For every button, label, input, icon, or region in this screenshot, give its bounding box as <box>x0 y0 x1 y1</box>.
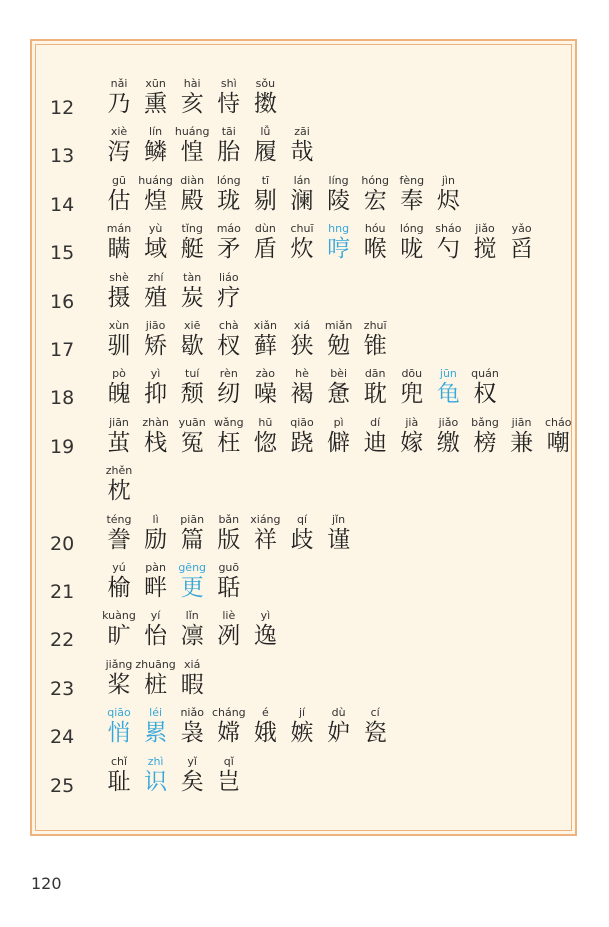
lesson-row <box>32 513 575 559</box>
hanzi: 歇 <box>180 333 204 359</box>
pinyin: nǎi <box>110 77 128 90</box>
pinyin: zào <box>255 367 276 381</box>
hanzi: 矣 <box>180 768 204 795</box>
hanzi: 畔 <box>144 575 168 601</box>
hanzi: 嘲 <box>546 429 570 456</box>
hanzi: 殖 <box>144 284 168 311</box>
hanzi: 艇 <box>180 236 204 263</box>
hanzi: 煌 <box>144 187 168 214</box>
hanzi: 龟 <box>436 381 460 408</box>
pinyin: jìn <box>441 173 455 187</box>
pinyin: dōu <box>401 367 423 381</box>
character-entry <box>357 706 393 752</box>
pinyin: chà <box>218 319 239 332</box>
hanzi: 桩 <box>144 671 168 698</box>
pinyin: xiē <box>184 319 201 332</box>
hanzi: 舀 <box>510 236 534 263</box>
pinyin: qǐ <box>223 754 234 768</box>
hanzi: 嫁 <box>400 429 424 456</box>
pinyin: quán <box>471 367 499 381</box>
hanzi: 珑 <box>217 187 241 214</box>
hanzi: 冤 <box>180 429 204 456</box>
pinyin: hè <box>295 367 309 381</box>
pinyin: xūn <box>145 77 166 90</box>
pinyin: yì <box>150 367 161 381</box>
hanzi: 纫 <box>217 381 241 408</box>
pinyin: gēng <box>178 561 207 574</box>
pinyin: jiān <box>511 415 532 429</box>
lesson-number: 17 <box>50 339 75 361</box>
lesson-number: 15 <box>50 242 75 265</box>
lesson-number: 22 <box>50 629 75 652</box>
pinyin: léi <box>149 706 163 720</box>
pinyin: tuí <box>185 367 200 381</box>
hanzi: 驯 <box>107 333 131 359</box>
pinyin: wǎng <box>213 415 244 429</box>
pinyin: gū <box>112 173 126 187</box>
hanzi: 盾 <box>253 236 277 263</box>
lesson-row <box>32 319 575 365</box>
lesson-number: 12 <box>50 97 75 119</box>
character-entry <box>247 609 283 655</box>
hanzi: 娥 <box>253 720 277 747</box>
character-entry <box>101 464 137 510</box>
pinyin: zhuī <box>363 319 387 332</box>
pinyin: jūn <box>439 367 457 381</box>
hanzi: 熏 <box>144 91 168 117</box>
pinyin: zāi <box>294 125 310 139</box>
character-entry <box>211 271 247 317</box>
pinyin: hóu <box>364 222 386 236</box>
pinyin: dí <box>370 415 381 429</box>
pinyin: jià <box>405 415 419 429</box>
pinyin: niǎo <box>180 706 204 720</box>
hanzi: 桨 <box>107 671 131 698</box>
hanzi: 兼 <box>510 429 534 456</box>
lesson-number: 19 <box>50 435 75 458</box>
hanzi: 迪 <box>363 429 387 456</box>
pinyin: sháo <box>435 222 462 236</box>
pinyin: hng <box>328 222 350 236</box>
hanzi: 炭 <box>180 284 204 311</box>
pinyin: jiǎo <box>438 415 459 429</box>
hanzi: 惫 <box>327 381 351 408</box>
lesson-row <box>32 658 575 704</box>
page-number: 120 <box>31 874 62 893</box>
hanzi: 枕 <box>107 478 131 505</box>
pinyin: zhàn <box>142 415 169 429</box>
pinyin: bǎng <box>471 415 499 429</box>
hanzi: 殿 <box>180 187 204 214</box>
hanzi: 摄 <box>107 284 131 311</box>
pinyin: tǐng <box>181 222 203 236</box>
pinyin: shì <box>220 77 237 90</box>
pinyin: jiǎo <box>475 222 495 236</box>
pinyin: xùn <box>108 319 130 332</box>
hanzi: 擞 <box>253 91 277 117</box>
hanzi: 怡 <box>144 623 168 650</box>
lesson-row <box>32 464 575 510</box>
pinyin: pàn <box>145 561 166 574</box>
pinyin: sǒu <box>255 77 276 90</box>
pinyin: yǎo <box>511 222 532 236</box>
pinyin: rèn <box>219 367 238 381</box>
hanzi: 嫦 <box>217 720 241 747</box>
hanzi: 颓 <box>180 381 204 408</box>
pinyin: yǐ <box>187 754 197 768</box>
pinyin: xiǎn <box>253 319 278 332</box>
hanzi: 祥 <box>253 526 277 553</box>
pinyin: guō <box>218 561 240 574</box>
pinyin: xiáng <box>250 512 281 526</box>
lesson-row <box>32 367 575 413</box>
pinyin: lín <box>149 125 163 139</box>
hanzi: 版 <box>217 526 241 553</box>
hanzi: 疗 <box>217 284 241 311</box>
hanzi: 褐 <box>290 381 314 408</box>
pinyin: zhì <box>147 754 164 768</box>
pinyin: dān <box>364 367 386 381</box>
hanzi: 恃 <box>217 91 241 117</box>
character-entry <box>321 513 357 559</box>
lesson-number: 20 <box>50 532 75 555</box>
lesson-number: 16 <box>50 290 75 313</box>
pinyin: dù <box>331 706 346 720</box>
pinyin: qiāo <box>290 415 314 429</box>
lesson-number: 23 <box>50 677 75 700</box>
pinyin: shè <box>109 270 129 284</box>
hanzi: 跷 <box>290 429 314 456</box>
pinyin: jiāo <box>145 319 166 332</box>
lesson-row <box>32 174 575 220</box>
pinyin: dùn <box>254 222 276 236</box>
hanzi: 鳞 <box>144 139 168 166</box>
hanzi: 兜 <box>400 381 424 408</box>
hanzi: 逸 <box>253 623 277 650</box>
pinyin: yù <box>148 222 163 236</box>
pinyin: hū <box>258 415 273 429</box>
character-entry <box>247 77 283 123</box>
character-entry <box>174 658 210 704</box>
pinyin: pò <box>112 367 126 381</box>
hanzi: 更 <box>180 575 204 601</box>
hanzi: 哼 <box>327 236 351 263</box>
pinyin: lǚ <box>260 125 271 139</box>
hanzi: 噪 <box>253 381 277 408</box>
hanzi: 泻 <box>107 139 131 166</box>
pinyin: xiá <box>184 657 201 671</box>
pinyin: jǐn <box>332 512 346 526</box>
hanzi: 澜 <box>290 187 314 214</box>
character-entry <box>211 755 247 801</box>
hanzi: 茧 <box>107 429 131 456</box>
hanzi: 枉 <box>217 429 241 456</box>
hanzi: 乃 <box>107 91 131 117</box>
lesson-row <box>32 125 575 171</box>
pinyin: tāi <box>221 125 236 139</box>
pinyin: cháo <box>544 415 572 429</box>
hanzi: 亥 <box>180 91 204 117</box>
lesson-row <box>32 706 575 752</box>
hanzi: 抑 <box>144 381 168 408</box>
lesson-row <box>32 271 575 317</box>
hanzi: 藓 <box>253 333 277 359</box>
pinyin: piān <box>180 512 205 526</box>
hanzi: 妒 <box>327 720 351 747</box>
lesson-number: 21 <box>50 581 75 603</box>
hanzi: 勺 <box>436 236 460 263</box>
pinyin: qiāo <box>107 706 131 720</box>
hanzi: 缴 <box>436 429 460 456</box>
pinyin: huáng <box>138 173 173 187</box>
hanzi: 歧 <box>290 526 314 553</box>
pinyin: yì <box>260 609 271 623</box>
hanzi: 宏 <box>363 187 387 214</box>
hanzi: 锥 <box>363 333 387 359</box>
pinyin: huáng <box>174 125 210 139</box>
hanzi: 胎 <box>217 139 241 166</box>
lesson-number: 24 <box>50 726 75 749</box>
hanzi: 咙 <box>400 236 424 263</box>
hanzi: 域 <box>144 236 168 263</box>
pinyin: lán <box>293 173 311 187</box>
hanzi: 剔 <box>253 187 277 214</box>
hanzi: 矫 <box>144 333 168 359</box>
lesson-number: 13 <box>50 145 75 168</box>
pinyin: bǎn <box>218 512 240 526</box>
character-entry <box>357 319 393 365</box>
hanzi: 狭 <box>290 333 314 359</box>
character-entry <box>430 174 466 220</box>
hanzi: 矛 <box>217 236 241 263</box>
hanzi: 奉 <box>400 187 424 214</box>
hanzi: 岂 <box>217 768 241 795</box>
hanzi: 谨 <box>327 526 351 553</box>
pinyin: bèi <box>330 367 347 381</box>
character-entry <box>467 367 503 413</box>
lesson-row <box>32 561 575 607</box>
hanzi: 暇 <box>180 671 204 698</box>
lesson-row <box>32 222 575 268</box>
hanzi: 誊 <box>107 526 131 553</box>
lesson-number: 25 <box>50 774 75 797</box>
character-entry <box>211 561 247 607</box>
pinyin: mán <box>106 222 132 236</box>
hanzi: 搅 <box>473 236 497 263</box>
pinyin: diàn <box>180 173 205 187</box>
hanzi: 识 <box>144 768 168 795</box>
hanzi: 杈 <box>217 333 241 359</box>
character-entry <box>540 416 576 462</box>
hanzi: 耽 <box>363 381 387 408</box>
hanzi: 瓷 <box>363 720 387 747</box>
hanzi: 魄 <box>107 381 131 408</box>
pinyin: jiān <box>109 415 129 429</box>
pinyin: lǐn <box>185 609 199 623</box>
hanzi: 陵 <box>327 187 351 214</box>
pinyin: tàn <box>183 270 202 284</box>
hanzi: 凛 <box>180 623 204 650</box>
pinyin: lóng <box>399 222 424 236</box>
pinyin: qí <box>296 512 308 526</box>
pinyin: lóng <box>216 173 241 187</box>
hanzi: 耻 <box>107 768 131 795</box>
pinyin: xiá <box>293 319 311 332</box>
hanzi: 榜 <box>473 429 497 456</box>
pinyin: cháng <box>211 706 246 720</box>
hanzi: 袅 <box>180 720 204 747</box>
pinyin: kuàng <box>102 609 136 623</box>
pinyin: jí <box>298 706 306 720</box>
hanzi: 栈 <box>144 429 168 456</box>
hanzi: 篇 <box>180 526 204 553</box>
pinyin: lì <box>152 512 159 526</box>
hanzi: 瞒 <box>107 236 131 263</box>
pinyin: yú <box>112 561 126 574</box>
lesson-number: 18 <box>50 387 75 410</box>
pinyin: chǐ <box>110 754 128 768</box>
hanzi: 哉 <box>290 139 314 166</box>
hanzi: 炊 <box>290 236 314 263</box>
pinyin: liáo <box>219 270 239 284</box>
hanzi: 僻 <box>327 429 351 456</box>
lesson-row <box>32 755 575 801</box>
character-entry <box>504 222 540 268</box>
hanzi: 嫉 <box>290 720 314 747</box>
pinyin: zhí <box>147 270 164 284</box>
hanzi: 履 <box>253 139 277 166</box>
pinyin: zhuāng <box>135 657 176 671</box>
pinyin: zhěn <box>105 464 133 478</box>
pinyin: xiè <box>110 125 128 139</box>
pinyin: yí <box>150 609 161 623</box>
hanzi: 勉 <box>327 333 351 359</box>
lesson-number: 14 <box>50 193 75 216</box>
lesson-row <box>32 77 575 123</box>
hanzi: 励 <box>144 526 168 553</box>
pinyin: liè <box>222 609 236 623</box>
lesson-row <box>32 609 575 655</box>
pinyin: máo <box>216 222 241 236</box>
pinyin: téng <box>106 512 132 526</box>
character-entry <box>284 125 320 171</box>
pinyin: pì <box>333 415 344 429</box>
pinyin: hóng <box>361 173 390 187</box>
hanzi: 旷 <box>107 623 131 650</box>
pinyin: fèng <box>399 173 425 187</box>
pinyin: chuī <box>290 222 314 236</box>
hanzi: 聒 <box>217 575 241 601</box>
vocabulary-frame <box>30 39 577 836</box>
pinyin: jiǎng <box>105 657 133 671</box>
hanzi: 估 <box>107 187 131 214</box>
pinyin: cí <box>370 706 380 720</box>
hanzi: 惶 <box>180 139 204 166</box>
pinyin: hài <box>183 77 201 90</box>
hanzi: 烬 <box>436 187 460 214</box>
hanzi: 惚 <box>253 429 277 456</box>
hanzi: 喉 <box>363 236 387 263</box>
hanzi: 权 <box>473 381 497 408</box>
hanzi: 冽 <box>217 623 241 650</box>
hanzi: 累 <box>144 720 168 747</box>
pinyin: é <box>262 706 269 720</box>
pinyin: líng <box>328 173 349 187</box>
hanzi: 榆 <box>107 575 131 601</box>
hanzi: 悄 <box>107 720 131 747</box>
lesson-row <box>32 416 575 462</box>
pinyin: tī <box>261 173 270 187</box>
pinyin: yuān <box>178 415 206 429</box>
pinyin: miǎn <box>324 319 353 332</box>
